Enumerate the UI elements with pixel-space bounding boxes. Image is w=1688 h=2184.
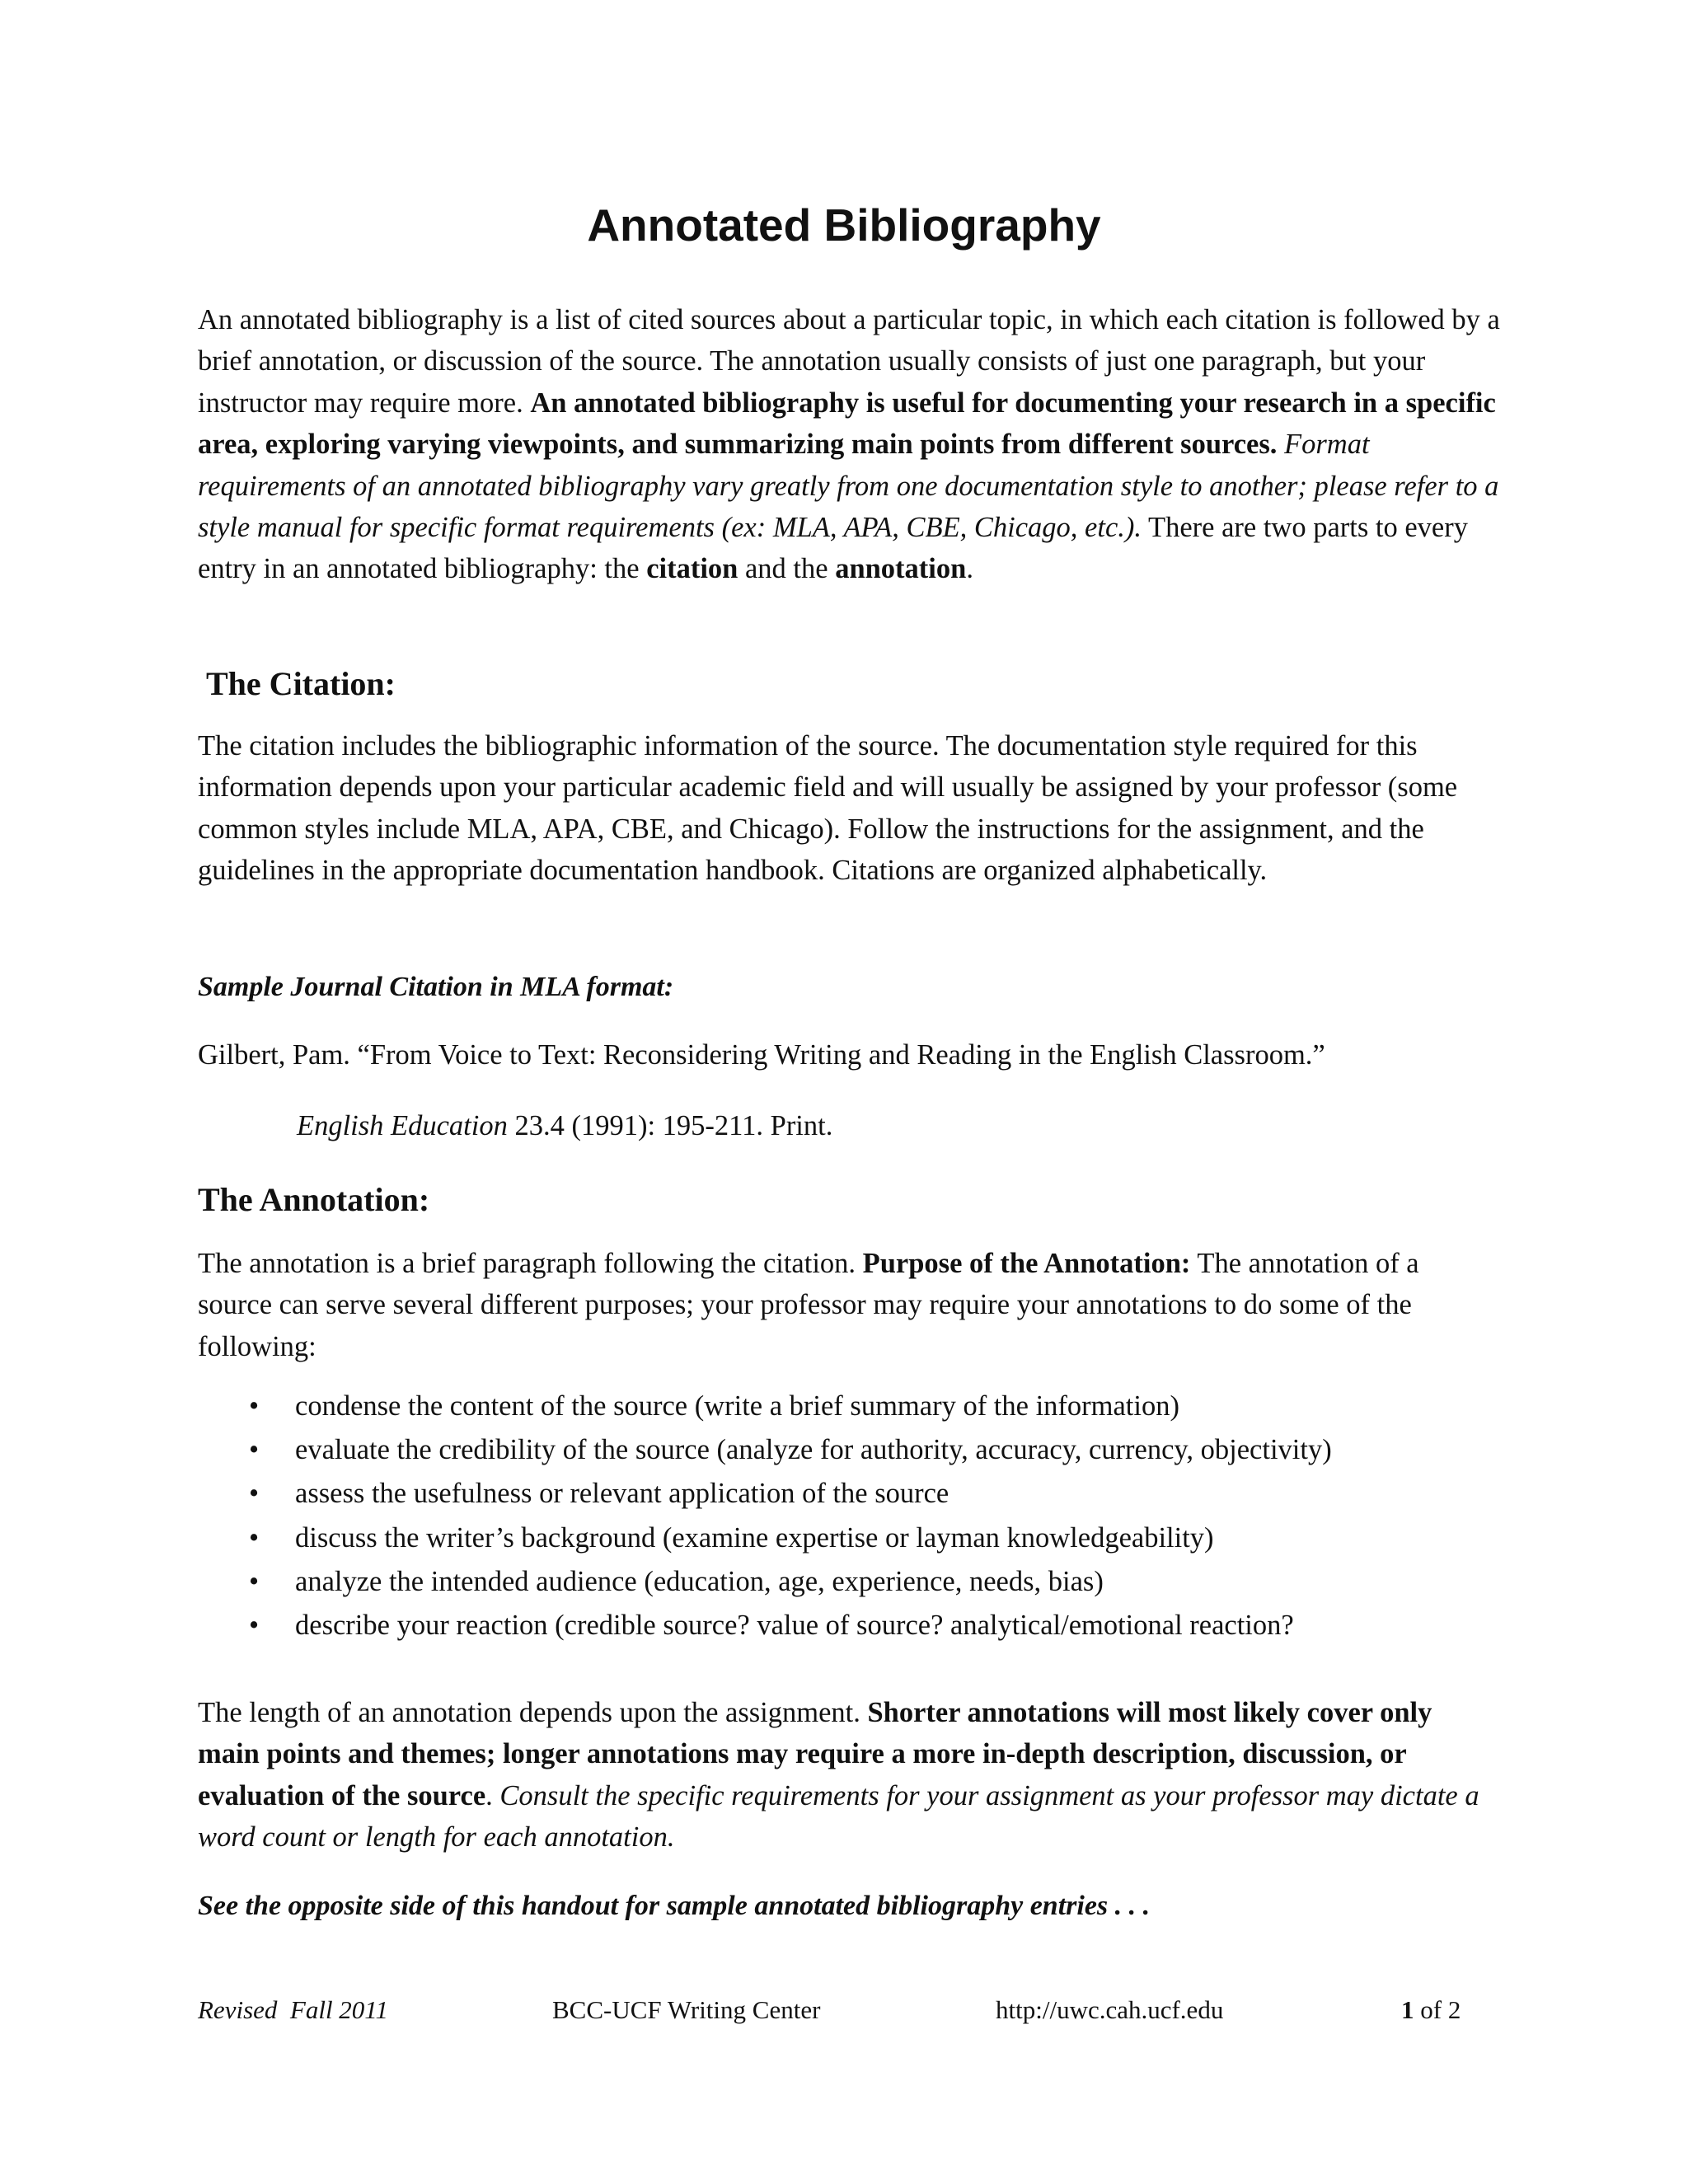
footer-page-total: of 2 <box>1420 1995 1461 2024</box>
sample-citation-label: Sample Journal Citation in MLA format: <box>198 972 674 1002</box>
list-item-text: evaluate the credibility of the source (analyze for authority, accuracy, currency, objectivity) <box>295 1434 1332 1466</box>
footer-url: http://uwc.cah.ucf.edu <box>996 1995 1224 2024</box>
intro-text-1: An annotated bibliography is a list of cited sources about a particular topic, in which each citation is followed by a brief annotation, or discussion of the source. The annotation usually consists of just one paragraph, but your instructor may require more. <box>198 304 1500 419</box>
list-item-text: discuss the writer’s background (examine expertise or layman knowledgeability) <box>295 1521 1214 1554</box>
annotation-text-1: The annotation is a brief paragraph following the citation. <box>198 1248 856 1279</box>
list-item <box>198 1516 1533 1560</box>
intro-italic-1: Format requirements of an annotated bibliography vary greatly from one documentation style to another; please refer to a style manual for specific format requirements (ex: MLA, APA, CBE, Chicago, etc.). <box>198 429 1499 544</box>
length-italic-1: Consult the specific requirements for your assignment as your professor may dictate a word count or length for each annotation. <box>198 1779 1479 1854</box>
length-bold-1: Shorter annotations will most likely cover only main points and themes; longer annotations may require a more in-depth description, discussion, or evaluation of the source <box>198 1697 1432 1811</box>
list-item-text: describe your reaction (credible source? value of source? analytical/emotional reaction? <box>295 1610 1294 1642</box>
annotation-purpose-list <box>198 1385 1533 1647</box>
intro-bold-citation: citation <box>646 553 738 585</box>
annotation-heading: The Annotation: <box>198 1181 430 1218</box>
sample-citation-details: 23.4 (1991): 195-211. Print. <box>514 1110 833 1141</box>
intro-bold-1: An annotated bibliography is useful for documenting your research in a specific area, exploring varying viewpoints, and summarizing main points from different sources. <box>198 387 1496 461</box>
intro-paragraph <box>198 299 1500 590</box>
see-opposite-note: See the opposite side of this handout for sample annotated bibliography entries . . . <box>198 1891 1151 1921</box>
sample-citation-line2 <box>297 1105 1599 1146</box>
sample-citation-line1: Gilbert, Pam. “From Voice to Text: Reconsidering Writing and Reading in the English Classroom.” <box>198 1039 1325 1071</box>
footer-center-name: BCC-UCF Writing Center <box>552 1995 821 2024</box>
page-title: Annotated Bibliography <box>587 199 1101 251</box>
footer-page-current: 1 <box>1401 1995 1414 2024</box>
intro-bold-annotation: annotation <box>835 553 967 585</box>
annotation-paragraph <box>198 1243 1500 1367</box>
citation-heading: The Citation: <box>206 665 396 702</box>
list-item-text: analyze the intended audience (education, age, experience, needs, bias) <box>295 1565 1104 1597</box>
list-item-text: condense the content of the source (write a brief summary of the information) <box>295 1390 1179 1422</box>
intro-text-3: and the <box>744 553 828 585</box>
list-item <box>198 1604 1533 1647</box>
annotation-length-paragraph <box>198 1692 1500 1858</box>
footer-revised <box>198 1993 388 2027</box>
footer-page-number <box>1401 1993 1461 2027</box>
bullet-icon: • <box>249 1565 260 1597</box>
footer-revised-text: Revised Fall 2011 <box>198 1995 389 2024</box>
annotation-purpose-label: Purpose of the Annotation: <box>862 1248 1191 1279</box>
annotation-text-2: The annotation of a source can serve several different purposes; your professor may require your annotations to do some of the following: <box>198 1248 1419 1362</box>
bullet-icon: • <box>249 1478 260 1510</box>
sample-journal-title: English Education <box>297 1110 508 1141</box>
bullet-icon: • <box>249 1390 260 1422</box>
intro-text-4: . <box>966 553 973 585</box>
list-item <box>198 1560 1533 1604</box>
bullet-icon: • <box>249 1610 260 1642</box>
list-item <box>198 1472 1533 1516</box>
list-item-text: assess the usefulness or relevant application of the source <box>295 1478 950 1510</box>
length-text-2: . <box>485 1779 493 1811</box>
length-text-1: The length of an annotation depends upon the assignment. <box>198 1697 860 1728</box>
bullet-icon: • <box>249 1521 260 1554</box>
list-item <box>198 1385 1533 1428</box>
intro-text-2: There are two parts to every entry in an annotated bibliography: the <box>198 512 1468 585</box>
citation-paragraph: The citation includes the bibliographic information of the source. The documentation style required for this information depends upon your particular academic field and will usually be assigned by your professor (some common styles include MLA, APA, CBE, and Chicago). Follow the instructions for the assignment, and the guidelines in the appropriate documentation handbook. Citations are organized alphabetically. <box>198 730 1458 887</box>
bullet-icon: • <box>249 1434 260 1466</box>
list-item <box>198 1428 1533 1472</box>
